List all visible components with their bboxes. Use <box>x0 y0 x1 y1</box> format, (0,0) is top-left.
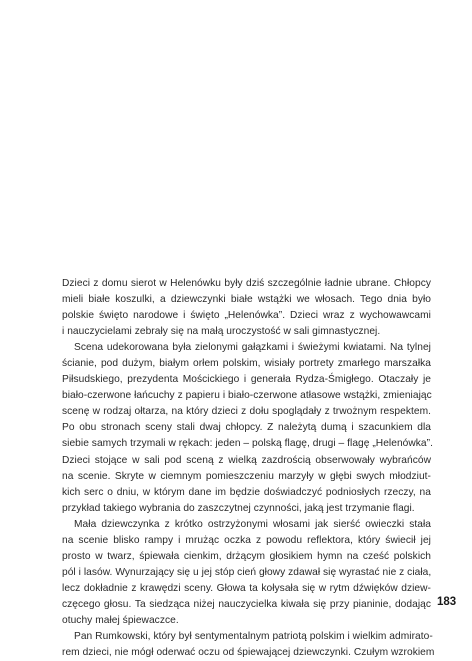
text-line: Dzieci stojące w sali pod sceną z wielką zazdrością obserwowały wybrańców <box>62 454 431 466</box>
text-line: prosto w twarz, śpiewała cienkim, drżącym głosikiem hymn na cześć polskich <box>62 550 431 562</box>
text-line: Mała dziewczynka z krótko ostrzyżonymi włosami jak sierść owieczki stała <box>74 518 431 530</box>
text-line: i nauczycielami zebrały się na małą uroczystość w sali gimnastycznej. <box>62 326 381 338</box>
text-line: otuchy małej śpiewaczce. <box>62 614 179 626</box>
text-line: częcego głosu. Ta siedząca niżej nauczycielka kiwała się przy pianinie, dodając <box>62 598 431 610</box>
text-line: siebie samych trzymali w rękach: jeden – polską flagę, drugi – flagę „Helenówka”. <box>62 438 433 450</box>
text-line: na scenie. Skryte w ciemnym pomieszczeniu marzyły w głębi swych młodziut- <box>62 470 431 482</box>
text-line: lecz dokładnie z krawędzi sceny. Głowa ta kołysała się w rytm dźwięków dziew- <box>62 582 431 594</box>
page-number: 183 <box>437 596 457 608</box>
text-line: Scena udekorowana była zielonymi gałązkami i świeżymi kwiatami. Na tylnej <box>74 342 431 354</box>
text-line: Po obu stronach sceny stali dwaj chłopcy. Z należytą dumą i szacunkiem dla <box>62 422 431 434</box>
text-line: Dzieci z domu sierot w Helenówku były dziś szczególnie ładnie ubrane. Chłopcy <box>62 278 431 289</box>
text-line: na scenie blisko rampy i mrużąc oczka z powodu reflektora, który świecił jej <box>62 534 431 546</box>
text-line: przykład takiego wybrania do zaszczytnej czynności, jaką jest trzymanie flagi. <box>62 502 415 514</box>
text-line: mieli białe koszulki, a dziewczynki białe wstążki we włosach. Tego dnia było <box>62 294 431 306</box>
body-text <box>62 276 435 661</box>
text-line: rem dzieci, nie mógł oderwać oczu od śpiewającej dziewczynki. Czułym wzrokiem <box>62 647 435 659</box>
text-line: ścianie, pod dużym, białym orłem polskim, wisiały portrety zmarłego marszałka <box>62 358 431 370</box>
text-line: scenę w rodzaj ołtarza, na który dzieci z dołu spoglądały z trwożnym respektem. <box>62 406 431 418</box>
text-line: Pan Rumkowski, który był sentymentalnym patriotą polskim i wielkim admirato- <box>74 631 433 643</box>
text-line: Piłsudskiego, prezydenta Mościckiego i generała Rydza-Śmigłego. Otaczały je <box>62 374 431 386</box>
text-line: kich serc o dniu, w którym dane im będzie doświadczyć podniosłych rzeczy, na <box>62 486 431 498</box>
text-line: pól i lasów. Wynurzający się u jej stóp cień głowy zdawał się wyrastać nie z ciała, <box>62 566 432 578</box>
text-line: biało-czerwone łańcuchy z papieru i biało-czerwone atłasowe wstążki, zmieniając <box>62 390 432 402</box>
text-line: polskie święto narodowe i święto „Helenówka”. Dzieci wraz z wychowawcami <box>62 310 431 322</box>
